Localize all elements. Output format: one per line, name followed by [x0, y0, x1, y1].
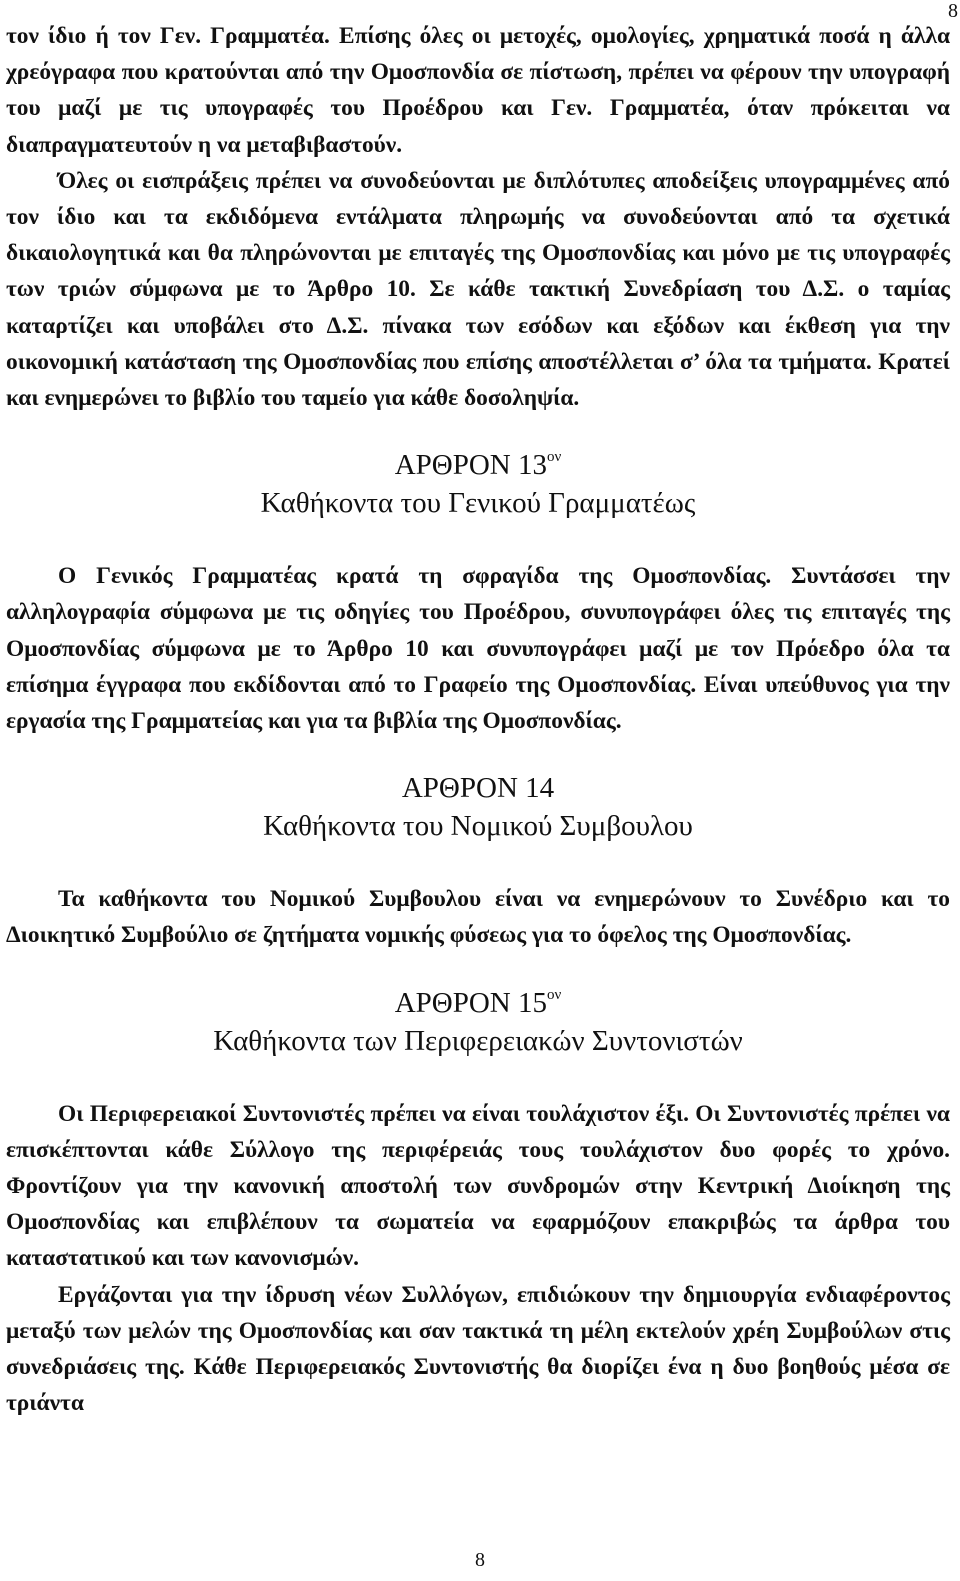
article-14-body: Τα καθήκοντα του Νομικού Συμβουλου είναι να ενημερώνουν το Συνέδριο και το Διοικητικό Συμβούλιο σε ζητήματα νομικής φύσεως για το όφελος της Ομοσπονδίας. [6, 886, 950, 949]
article-14-subtitle: Καθήκοντα του Νομικού Συμβουλου [263, 810, 693, 843]
article-15-ordinal: ον [546, 986, 562, 1003]
article-14-title: ΑΡΘΡΟΝ 14 [401, 772, 555, 805]
page-number-bottom: 8 [475, 1549, 485, 1571]
article-13-body: Ο Γενικός Γραμματέας κρατά τη σφραγίδα της Ομοσπονδίας. Συντάσσει την αλληλογραφία σύμφωνα με τις οδηγίες του Προέδρου, συνυπογράφει όλες τις επιταγές της Ομοσπονδίας σύμφωνα με το Άρθρο 10 και συνυπογράφει μαζί με τον Πρόεδρο όλα τα επίσημα έγγραφα που εκδίδονται από το Γραφείο της Ομοσπονδίας. Είναι υπεύθυνος για την εργασία της Γραμματείας και για τα βιβλία της Ομοσπονδίας. [6, 563, 950, 735]
article-13-subtitle: Καθήκοντα του Γενικού Γραμματέως [260, 487, 696, 520]
intro-paragraph-1: τον ίδιο ή τον Γεν. Γραμματέα. Επίσης όλες οι μετοχές, ομολογίες, χρηματικά ποσά η άλλα χρεόγραφα που κρατούνται από την Ομοσπονδία σε πίστωση, πρέπει να φέρουν την υπογραφή του μαζί με τις υπογραφές του Προέδρου και Γεν. Γραμματέα, όταν πρόκειται να διαπραγματευτούν η να μεταβιβαστούν. [6, 23, 950, 158]
article-13-ordinal: ον [546, 449, 562, 466]
article-13-title: ΑΡΘΡΟΝ $13^{o\nu}$ [394, 449, 562, 482]
article-15-subtitle: Καθήκοντα των Περιφερειακών Συντονιστών [213, 1024, 743, 1057]
article-15-body-2: Εργάζονται για την ίδρυση νέων Συλλόγων, επιδιώκουν την δημιουργία ενδιαφέροντος μεταξύ των μελών της Ομοσπονδίας και σαν τακτικά τη μέλη εκτελούν χρέη Συμβούλων στις συνεδριάσεις της. Κάθε Περιφερειακός Συντονιστής θα διορίζει ένα η δυο βοηθούς μέσα σε τριάντα [6, 1281, 950, 1417]
intro-paragraph-2: Όλες οι εισπράξεις πρέπει να συνοδεύονται με διπλότυπες αποδείξεις υπογραμμένες από τον ίδιο και τα εκδιδόμενα εντάλματα πληρωμής να συνοδεύονται από τα σχετικά δικαιολογητικά και θα πληρώνονται με επιταγές της Ομοσπονδίας και μόνο με τις υπογραφές των τριών σύμφωνα με το Άρθρο 10. Σε κάθε τακτική Συνεδρίαση του Δ.Σ. ο ταμίας καταρτίζει και υποβάλει στο Δ.Σ. πίνακα των εσόδων και εξόδων και έκθεση για την οικονομική κατάσταση της Ομοσπονδίας που επίσης αποστέλλεται σ’ όλα τα τμήματα. Κρατεί και ενημερώνει το βιβλίο του ταμείο για κάθε δοσοληψία. [6, 167, 950, 412]
article-15-title: ΑΡΘΡΟΝ $15^{o\nu}$ [394, 986, 562, 1019]
page-number-top: 8 [948, 0, 958, 22]
document-page [6, 18, 950, 1421]
article-15-body-1: Οι Περιφερειακοί Συντονιστές πρέπει να είναι τουλάχιστον έξι. Οι Συντονιστές πρέπει να επισκέπτονται κάθε Σύλλογο της περιφέρειάς τους τουλάχιστον δυο φορές το χρόνο. Φροντίζουν για την κανονική αποστολή των συνδρομών στην Κεντρική Διοίκηση της Ομοσπονδίας και επιβλέπουν τα σωματεία να εφαρμόζουν επακριβώς τα άρθρα του καταστατικού και των κανονισμών. [6, 1100, 950, 1272]
